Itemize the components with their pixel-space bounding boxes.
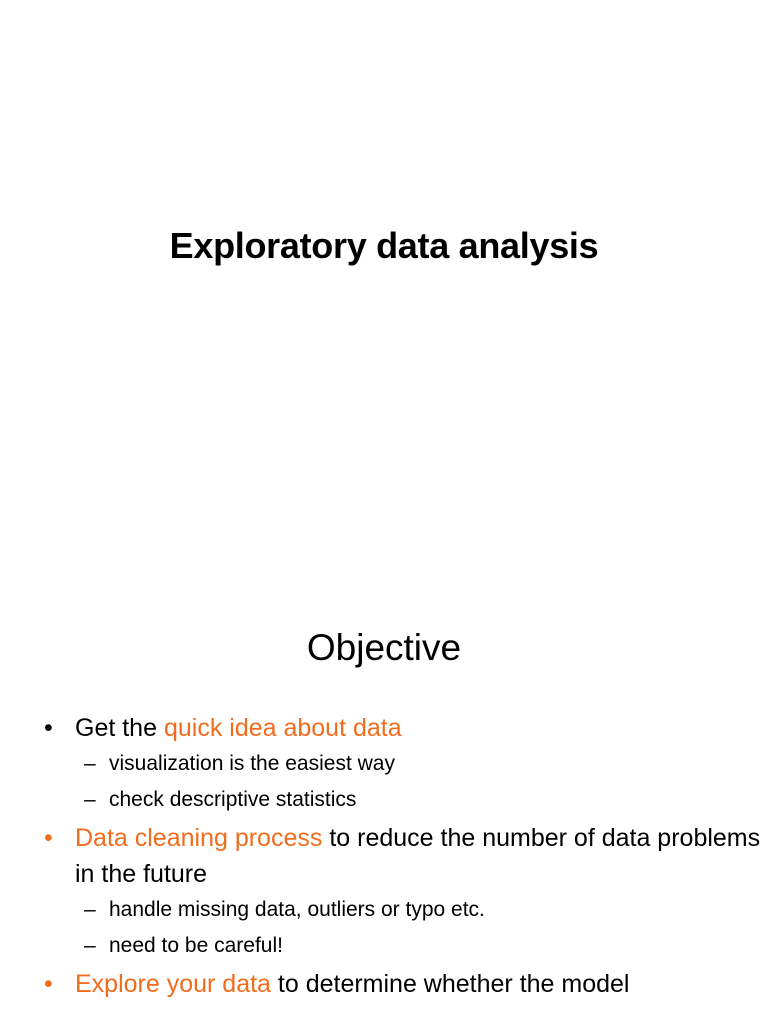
bullet-highlight: Data cleaning process: [75, 824, 323, 852]
sub-list-container: [44, 746, 764, 818]
sub-item: [44, 892, 764, 928]
sub-item: [44, 746, 764, 782]
bullet-text: Get the: [75, 714, 164, 742]
bullet-marker: •: [44, 714, 53, 742]
bullet-item-quick-idea: [44, 710, 764, 746]
sub-item: [44, 782, 764, 818]
slide-title: Exploratory data analysis: [169, 225, 599, 266]
slide-heading: Objective: [306, 627, 462, 668]
bullet-text: to determine whether the model: [270, 970, 630, 998]
sub-item-text: check descriptive statistics: [109, 788, 357, 811]
bullet-highlight: quick idea about data: [163, 714, 402, 742]
sub-item-text: need to be careful!: [109, 934, 283, 957]
bullet-item-explore-data: [44, 966, 764, 1002]
dash-marker: –: [84, 898, 96, 921]
dash-marker: –: [84, 752, 96, 775]
dash-marker: –: [84, 934, 96, 957]
bullet-item-data-cleaning: [44, 820, 764, 892]
dash-marker: –: [84, 788, 96, 811]
sub-item-text: visualization is the easiest way: [109, 752, 395, 775]
sub-list: [44, 746, 764, 818]
bullet-marker: •: [44, 970, 53, 998]
sub-item: [44, 928, 764, 964]
bullet-marker: •: [44, 824, 53, 852]
objective-slide: [0, 576, 768, 1024]
sub-item-text: handle missing data, outliers or typo etc.: [109, 898, 485, 921]
sub-list-container: [44, 892, 764, 964]
sub-list: [44, 892, 764, 964]
bullet-list: [44, 710, 764, 1002]
bullet-text: to reduce the number of data problems in the future: [75, 824, 761, 888]
bullet-highlight: Explore your data: [75, 970, 271, 998]
